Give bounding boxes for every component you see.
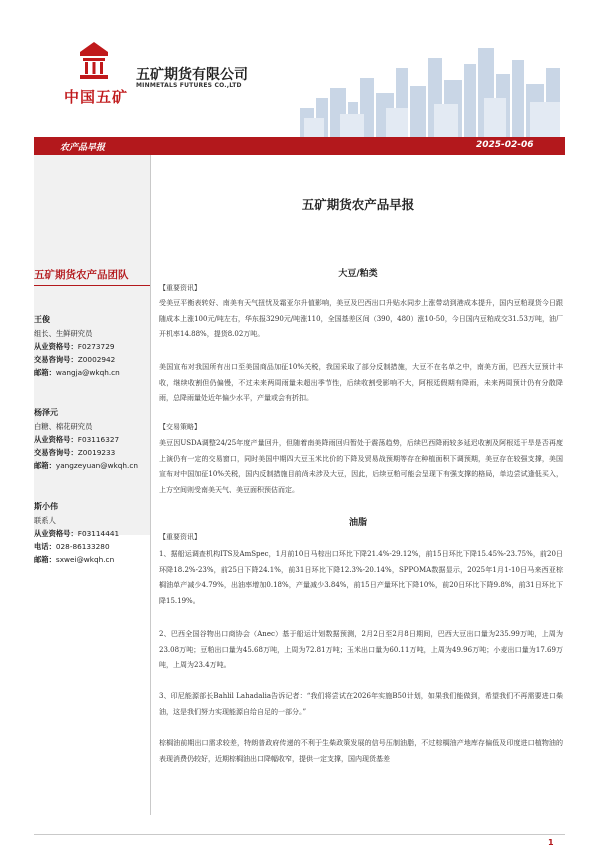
email-value[interactable]: yangzeyuan@wkqh.cn xyxy=(55,461,138,470)
soy-paragraph-2: 美国宣布对我国所有出口至美国商品加征10%关税，我国采取了部分反制措施，大豆不在名单之中，南美方面，巴西大豆预计丰收，继续收割但仍偏慢，不过未来两周雨量未超出季节性，后续收割受影响不大，阿根廷假期有降雨，未来两周预计仍有分散降雨，总降雨量处近年偏少水平，产量或会有折扣。 xyxy=(159,363,563,402)
member-name: 斯小伟 xyxy=(34,502,58,511)
section-heading-oil: 油脂 xyxy=(348,518,367,528)
license-label: 从业资格号： xyxy=(34,529,78,538)
soy-paragraph-3: 美豆因USDA调整24/25年度产量回升，但随着南美降雨回归暂处于震荡趋势，后续巴西降雨较多延迟收割及阿根廷干旱是否再度上演仍有一定的交易窗口，同时美国中期四大豆玉米比价的下降及贸易战预期等存在种植面积下调预期，美豆存在较强支撑，美国宣布对中国加征10%关税，国内反制措施目前尚未涉及大豆，因此，后续豆粕可能会呈现下有强支撑的格局，单边尝试逢低买入，上方空间则受南美天气、美豆面积预估而定。 xyxy=(159,439,563,494)
license-value: F0273729 xyxy=(77,342,115,351)
email-value[interactable]: wangja@wkqh.cn xyxy=(55,368,120,377)
license-label: 从业资格号： xyxy=(34,342,78,351)
tag-strategy: 【交易策略】 xyxy=(159,423,201,431)
company-name-en: MINMETALS FUTURES CO.,LTD xyxy=(136,82,242,89)
member-role: 联系人 xyxy=(34,516,56,525)
oil-paragraph-4: 棕榈油前期出口需求较差，特朗普政府传递的不利于生柴政策发展的信号压制油脂，不过棕榈油产地库存偏低及印度进口植物油的表现消费仍较好，近期棕榈油出口降幅收窄，提供一定支撑，国内现货基差 xyxy=(159,739,563,763)
section-heading-soy: 大豆/粕类 xyxy=(338,269,378,279)
team-title: 五矿期货农产品团队 xyxy=(34,269,129,281)
email-label: 邮箱： xyxy=(34,461,56,470)
phone-value: 028-86133280 xyxy=(55,542,110,551)
tag-news: 【重要资讯】 xyxy=(159,284,201,292)
oil-paragraph-3: 3、印尼能源部长Bahlil Lahadalia告诉记者：“我们将尝试在2026年实施B50计划，如果我们能做到，希望我们不再需要进口柴油，这是我们努力实现能源自给自足的一部分。” xyxy=(159,692,563,716)
license-value: F03116327 xyxy=(77,435,120,444)
page-title: 五矿期货农产品早报 xyxy=(301,197,415,212)
minmetals-logo-icon xyxy=(74,40,114,84)
consult-label: 交易咨询号： xyxy=(34,355,78,364)
license-label: 从业资格号： xyxy=(34,435,78,444)
report-category: 农产品早报 xyxy=(60,143,106,153)
oil-paragraph-1: 1、据船运调查机构ITS及AmSpec，1月前10日马棕出口环比下降21.4%-29.12%，前15日环比下降15.45%-23.75%，前20日环降18.2%-23%，前25日下降24.1%，前31日环比下降12.3%-20.14%，SPPOMA数据显示，2025年1月1-10日马来西亚棕榈油单产减少4.79%，出油率增加0.18%，产量减少3.84%，前15日产量环比下降10%，前20日环比下降9.8%，前31日环比下降15.19%。 xyxy=(159,550,563,605)
team-member-2 xyxy=(34,406,150,472)
brand-cn: 中国五矿 xyxy=(64,88,129,106)
phone-label: 电话： xyxy=(34,542,56,551)
company-name-cn: 五矿期货有限公司 xyxy=(136,67,248,83)
footer-divider xyxy=(34,834,565,835)
team-member-3 xyxy=(34,500,150,566)
soy-paragraph-1: 受美豆平衡表转好、南美有天气扭忧及霜亚尔升值影响，美豆及巴西出口升贴水同步上涨带动到港成本提升，国内豆粕现货今日跟随成本上涨100元/吨左右，华东报3290元/吨涨110，全国基差区间（390，480）涨10-50，今日国内豆粕成交31.53万吨，油厂开机率14.88%，提货8.02万吨。 xyxy=(159,299,563,338)
member-role: 组长、生鲜研究员 xyxy=(34,329,93,338)
page-number: 1 xyxy=(548,838,554,847)
consult-label: 交易咨询号： xyxy=(34,448,78,457)
team-title-underline xyxy=(34,285,150,286)
email-value[interactable]: sxwei@wkqh.cn xyxy=(55,555,115,564)
city-skyline-image xyxy=(300,38,570,138)
report-date: 2025-02-06 xyxy=(476,140,534,150)
tag-news: 【重要资讯】 xyxy=(159,533,201,541)
member-role: 白糖、棉花研究员 xyxy=(34,422,93,431)
license-value: F03114441 xyxy=(77,529,120,538)
email-label: 邮箱： xyxy=(34,555,56,564)
member-name: 王俊 xyxy=(34,315,50,324)
consult-value: Z0002942 xyxy=(77,355,116,364)
column-divider xyxy=(150,155,151,815)
member-name: 杨泽元 xyxy=(34,408,58,417)
consult-value: Z0019233 xyxy=(77,448,116,457)
team-member-1 xyxy=(34,313,150,379)
oil-paragraph-2: 2、巴西全国谷物出口商协会（Anec）基于船运计划数据预测，2月2日至2月8日期间，巴西大豆出口量为235.99万吨，上周为23.08万吨；豆粕出口量为45.68万吨，上周为72.81万吨；玉米出口量为60.11万吨，上周为49.96万吨；小麦出口量为17.69万吨，上周为23.4万吨。 xyxy=(159,630,563,669)
email-label: 邮箱： xyxy=(34,368,56,377)
